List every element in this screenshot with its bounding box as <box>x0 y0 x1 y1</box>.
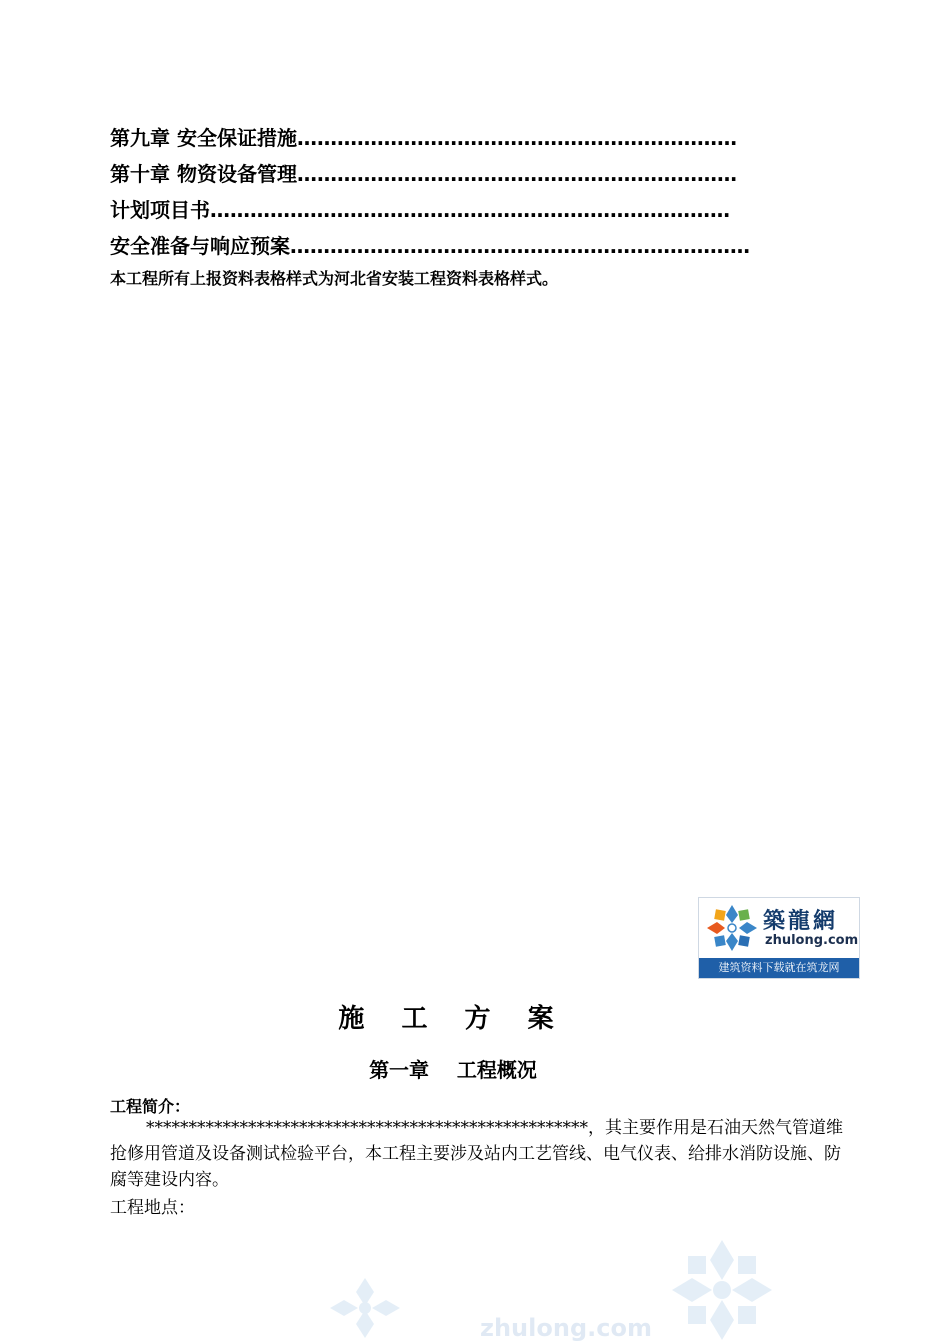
overview-paragraph: ****************************************************，其主要作用是石油天然气管道维抢修用管道及设备测试检验平台，本工程主要涉及站内工艺管线、电气仪表、给排水消防设施、防腐等建设内容。 <box>110 1118 843 1190</box>
zhulong-flower-icon <box>705 903 759 953</box>
toc-item-chapter-10: 第十章 物资设备管理………………………………………………………… <box>110 162 737 186</box>
location-label: 工程地点： <box>110 1198 195 1218</box>
toc-item-emergency-plan: 安全准备与响应预案…………………………………………………………… <box>110 234 750 258</box>
watermark-flower-icon <box>330 1278 400 1338</box>
logo-domain: zhulong.com <box>765 933 859 948</box>
document-title: 施 工 方 案 <box>338 1004 568 1034</box>
watermark-flower-icon-large <box>672 1240 772 1340</box>
toc-item-chapter-9: 第九章 安全保证措施………………………………………………………… <box>110 126 737 150</box>
chapter-heading: 第一章 工程概况 <box>369 1058 537 1082</box>
logo-slogan: 建筑资料下载就在筑龙网 <box>699 958 859 978</box>
toc-note: 本工程所有上报资料表格样式为河北省安装工程资料表格样式。 <box>110 269 559 288</box>
table-of-contents <box>110 120 830 294</box>
overview-heading: 工程简介： <box>110 1097 191 1116</box>
watermark-text: zhulong.com <box>480 1314 652 1342</box>
toc-item-project-plan: 计划项目书…………………………………………………………………… <box>110 198 730 222</box>
logo-chinese-name: 築龍網 <box>763 908 839 934</box>
zhulong-logo <box>698 897 860 979</box>
